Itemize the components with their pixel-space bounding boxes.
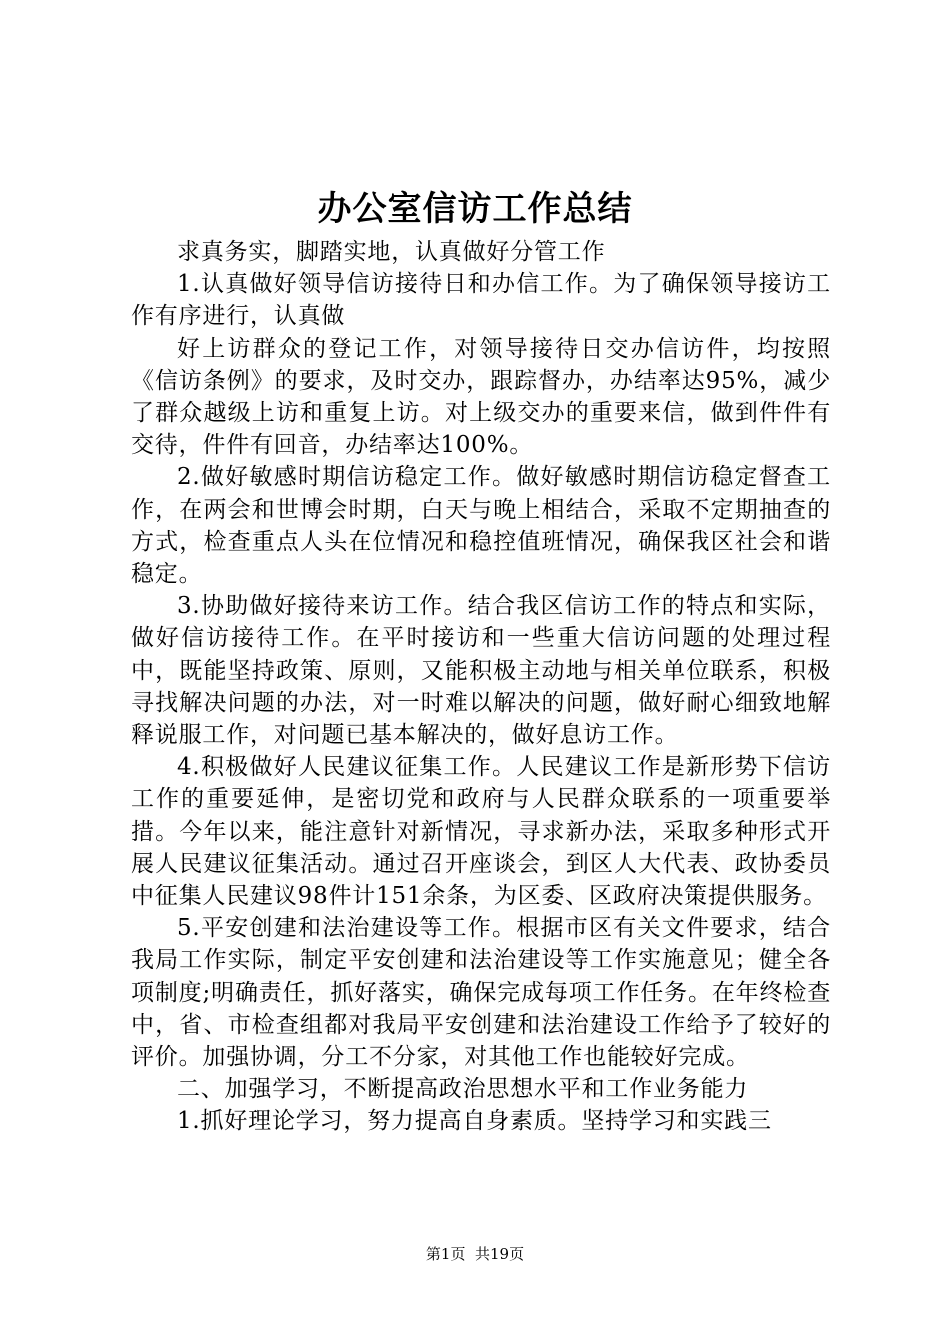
document-title: 办公室信访工作总结 (317, 189, 633, 229)
page-total: 共19页 (475, 1245, 525, 1263)
paragraph: 好上访群众的登记工作，对领导接待日交办信访件，均按照《信访条例》的要求，及时交办，跟踪督办，办结率达95%，减少了群众越级上访和重复上访。对上级交办的重要来信，做到件件有交待，件件有回音，办结率达100%。 (131, 335, 831, 459)
paragraph: 5.平安创建和法治建设等工作。根据市区有关文件要求，结合我局工作实际，制定平安创建和法治建设等工作实施意见；健全各项制度;明确责任，抓好落实，确保完成每项工作任务。在年终检查中，省、市检查组都对我局平安创建和法治建设工作给予了较好的评价。加强协调，分工不分家，对其他工作也能较好完成。 (131, 915, 831, 1071)
paragraph: 3.协助做好接待来访工作。结合我区信访工作的特点和实际，做好信访接待工作。在平时接访和一些重大信访问题的处理过程中，既能坚持政策、原则，又能积极主动地与相关单位联系，积极寻找解决问题的办法，对一时难以解决的问题，做好耐心细致地解释说服工作，对问题已基本解决的，做好息访工作。 (131, 593, 831, 749)
footer-separator (465, 1245, 475, 1263)
paragraph: 1.抓好理论学习，努力提高自身素质。坚持学习和实践三 (177, 1108, 772, 1135)
paragraph: 2.做好敏感时期信访稳定工作。做好敏感时期信访稳定督查工作，在两会和世博会时期，白天与晚上相结合，采取不定期抽查的方式，检查重点人头在位情况和稳控值班情况，确保我区社会和谐稳定。 (131, 464, 831, 588)
paragraph: 1.认真做好领导信访接待日和办信工作。为了确保领导接访工作有序进行，认真做 (131, 271, 831, 330)
page-number: 第1页 (425, 1245, 466, 1263)
paragraph: 求真务实，脚踏实地，认真做好分管工作 (177, 239, 606, 265)
document-body (131, 236, 831, 1138)
paragraph: 二、加强学习，不断提高政治思想水平和工作业务能力 (177, 1076, 749, 1103)
paragraph: 4.积极做好人民建议征集工作。人民建议工作是新形势下信访工作的重要延伸，是密切党和政府与人民群众联系的一项重要举措。今年以来，能注意针对新情况，寻求新办法，采取多种形式开展人民建议征集活动。通过召开座谈会，到区人大代表、政协委员中征集人民建议98件计151余条，为区委、区政府决策提供服务。 (131, 754, 831, 910)
page-footer (0, 1244, 950, 1264)
